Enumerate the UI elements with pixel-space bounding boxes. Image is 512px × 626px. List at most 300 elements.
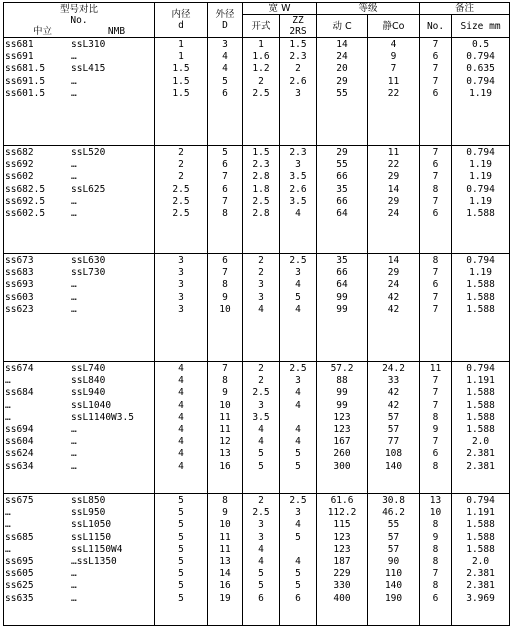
table-row: 7	[432, 399, 439, 411]
table-row: 7	[432, 291, 439, 303]
table-row: 4	[258, 436, 264, 448]
table-row: 2.5	[252, 507, 270, 519]
nmb-model: ssL625	[71, 183, 106, 195]
table-row: 1.5	[252, 147, 270, 158]
table-row	[5, 51, 153, 63]
table-row	[5, 147, 153, 159]
table-row: 77	[387, 436, 400, 448]
table-row: 8	[432, 183, 439, 195]
width-open-cell	[243, 494, 280, 626]
nmb-model: …	[71, 279, 77, 291]
table-row: 99	[336, 291, 348, 303]
table-row: 3	[258, 279, 264, 291]
zhongli-model: ss695	[5, 555, 34, 567]
table-row: 7	[222, 171, 228, 183]
table-row: 7	[432, 147, 439, 158]
header-width: 宽 W	[243, 3, 317, 15]
table-row: 8	[222, 375, 228, 387]
table-row	[5, 208, 153, 220]
table-row: 3	[295, 159, 301, 171]
table-row: 229	[333, 568, 351, 580]
zhongli-model: ss682	[5, 147, 34, 158]
table-row: 4	[178, 399, 184, 411]
table-row	[5, 387, 153, 399]
table-row: 10	[429, 507, 442, 519]
table-row	[5, 507, 153, 519]
table-row: 29	[387, 171, 400, 183]
table-row: 2.3	[289, 147, 307, 158]
table-row: 1.2	[252, 63, 270, 75]
table-row	[5, 76, 153, 88]
table-row	[5, 436, 153, 448]
table-row: 20	[336, 63, 348, 75]
table-row	[5, 400, 153, 412]
nmb-model: …	[71, 171, 77, 183]
table-row: 55	[387, 519, 400, 531]
table-row-group	[4, 146, 510, 254]
zhongli-model: …	[5, 399, 11, 411]
header-inner-diameter-label: 内径	[171, 9, 191, 20]
header-nmb: NMB	[107, 25, 126, 37]
zhongli-model: …	[5, 519, 11, 531]
zhongli-model: ss635	[5, 592, 34, 604]
table-row: 55	[336, 159, 348, 171]
table-row: 8	[432, 519, 439, 531]
table-row	[5, 568, 153, 580]
table-row: 46.2	[382, 507, 405, 519]
table-row: 2.381	[466, 460, 495, 472]
size-mm-cell	[452, 362, 510, 494]
remarks-no-cell	[420, 38, 452, 146]
table-row: 6	[432, 592, 439, 604]
table-row: 99	[336, 399, 348, 411]
table-row: 8	[432, 555, 439, 567]
table-row: 29	[336, 75, 348, 87]
table-row	[5, 255, 153, 267]
width-zz-cell	[280, 146, 317, 254]
zhongli-model: ss682.5	[5, 183, 46, 195]
zhongli-model: ss674	[5, 363, 34, 374]
table-row: 3	[295, 87, 301, 99]
table-row	[5, 39, 153, 51]
table-row: 24	[387, 207, 400, 219]
table-row: 55	[336, 87, 348, 99]
table-row: 8	[432, 255, 439, 266]
table-row: 1.19	[469, 159, 492, 171]
table-row: 13	[219, 448, 231, 460]
table-row	[5, 580, 153, 592]
table-row: 7	[432, 387, 439, 399]
table-row: 3	[295, 507, 301, 519]
table-row: 5	[178, 555, 184, 567]
table-row: 2.3	[252, 159, 270, 171]
table-row: 112.2	[327, 507, 357, 519]
zhongli-model: …	[5, 375, 11, 387]
table-row: 6	[432, 448, 439, 460]
table-row: 64	[336, 207, 348, 219]
table-row: 0.794	[466, 363, 495, 374]
table-row: 1.588	[466, 531, 495, 543]
table-row: 5	[295, 460, 301, 472]
zhongli-model: ss623	[5, 303, 34, 315]
table-row	[5, 412, 153, 424]
table-row: 1.191	[466, 507, 495, 519]
table-row: 29	[387, 195, 400, 207]
table-row	[5, 159, 153, 171]
table-row: 4	[258, 423, 264, 435]
table-row: 3	[178, 291, 184, 303]
table-row: 7	[390, 63, 397, 75]
table-row	[5, 363, 153, 375]
table-row: 5	[295, 531, 301, 543]
table-row: 4	[295, 436, 301, 448]
header-remarks: 备注	[420, 3, 510, 15]
nmb-model: …	[71, 195, 77, 207]
nmb-model: …	[71, 592, 77, 604]
nmb-model: ssL950	[71, 507, 106, 519]
table-row: 57.2	[330, 363, 354, 374]
table-row: 7	[432, 568, 439, 580]
table-row	[5, 544, 153, 556]
model-cell	[4, 494, 155, 626]
table-row: 13	[429, 495, 442, 506]
table-row: 42	[387, 303, 400, 315]
table-row: 1	[178, 39, 184, 50]
zhongli-model: ss601.5	[5, 87, 46, 99]
table-row: 2.5	[252, 87, 270, 99]
nmb-model: …ssL1350	[71, 555, 117, 567]
nmb-model: …	[71, 460, 77, 472]
table-row: 5	[222, 147, 228, 158]
table-row	[5, 495, 153, 507]
table-row: 5	[178, 495, 184, 506]
table-row: 0.5	[471, 39, 490, 50]
nmb-model: …	[71, 159, 77, 171]
header-model-brands	[5, 26, 153, 37]
header-outer-diameter	[208, 3, 243, 38]
table-row: 24	[336, 51, 348, 63]
table-row: 5	[258, 568, 264, 580]
inner-d-cell	[155, 146, 208, 254]
table-row: 1.19	[469, 267, 492, 279]
zhongli-model: ss681.5	[5, 63, 46, 75]
table-row	[5, 375, 153, 387]
table-row: 8	[432, 460, 439, 472]
zhongli-model: ss634	[5, 460, 34, 472]
header-outer-D: D	[222, 20, 228, 31]
table-row: 7	[432, 436, 439, 448]
nmb-model: ssL1050	[71, 519, 112, 531]
header-model-no: No.	[70, 14, 88, 26]
header-inner-d: d	[178, 20, 184, 31]
bearing-spec-table	[3, 2, 510, 626]
table-row: 6	[222, 87, 228, 99]
size-mm-cell	[452, 254, 510, 362]
table-row-group	[4, 494, 510, 626]
table-row: 5	[222, 75, 228, 87]
table-row: 167	[333, 436, 351, 448]
width-open-cell	[243, 362, 280, 494]
table-row: 4	[258, 303, 264, 315]
table-row: 5	[178, 592, 184, 604]
table-row: 57	[387, 543, 400, 555]
width-open-cell	[243, 146, 280, 254]
remarks-no-cell	[420, 362, 452, 494]
nmb-model: ssL1140W3.5	[71, 411, 134, 423]
nmb-model: …	[71, 291, 77, 303]
width-zz-cell	[280, 362, 317, 494]
zhongli-model: ss625	[5, 580, 34, 592]
table-row: 66	[336, 171, 348, 183]
nmb-model: …	[71, 448, 77, 460]
zhongli-model: ss602	[5, 171, 34, 183]
header-grade: 等级	[317, 3, 420, 15]
table-row: 300	[333, 460, 351, 472]
nmb-model: …	[71, 303, 77, 315]
inner-d-cell	[155, 362, 208, 494]
model-cell	[4, 38, 155, 146]
table-row: 66	[336, 267, 348, 279]
table-row	[5, 88, 153, 100]
table-row: 1.5	[172, 87, 190, 99]
table-row: 11	[219, 423, 231, 435]
zhongli-model: ss681	[5, 39, 34, 50]
nmb-model: ssL840	[71, 375, 106, 387]
nmb-model: ssL730	[71, 267, 106, 279]
table-row	[5, 519, 153, 531]
outer-D-cell	[208, 254, 243, 362]
nmb-model: …	[71, 75, 77, 87]
table-row: 5	[178, 543, 184, 555]
table-row: 12	[219, 436, 231, 448]
table-row: 64	[336, 279, 348, 291]
table-row: 1.6	[252, 51, 270, 63]
table-row: 3	[178, 267, 184, 279]
table-row: 14	[387, 183, 400, 195]
table-row: 3.5	[252, 411, 270, 423]
header-zz: ZZ	[292, 15, 304, 26]
table-row: 1.588	[466, 543, 495, 555]
size-mm-cell	[452, 494, 510, 626]
zhongli-model: ss694	[5, 423, 34, 435]
zhongli-model: ss691	[5, 51, 34, 63]
table-row	[5, 292, 153, 304]
table-row: 4	[295, 423, 301, 435]
header-dynamic-c: 动 C	[317, 15, 368, 38]
width-zz-cell	[280, 38, 317, 146]
table-row	[281, 412, 315, 424]
table-row: 0.794	[466, 183, 495, 195]
nmb-model: ssL310	[71, 39, 106, 50]
zhongli-model: ss692	[5, 159, 34, 171]
table-row: 22	[387, 87, 400, 99]
table-row: 4	[178, 387, 184, 399]
header-outer-diameter-label: 外径	[215, 9, 235, 20]
static-co-cell	[368, 254, 420, 362]
table-row: 7	[222, 363, 228, 374]
table-row: 4	[178, 436, 184, 448]
size-mm-cell	[452, 38, 510, 146]
table-row: 3	[295, 267, 301, 279]
table-row: 2	[258, 267, 264, 279]
remarks-no-cell	[420, 254, 452, 362]
table-row: 30.8	[382, 495, 405, 506]
table-row: 6	[432, 87, 439, 99]
table-row: 14	[387, 255, 400, 266]
table-row: 5	[178, 568, 184, 580]
width-open-cell	[243, 38, 280, 146]
zhongli-model: ss603	[5, 291, 34, 303]
nmb-model: …	[71, 51, 77, 63]
table-row: 9	[222, 291, 228, 303]
table-row: 2.8	[252, 171, 270, 183]
table-row: 61.6	[330, 495, 354, 506]
inner-d-cell	[155, 38, 208, 146]
table-row: 140	[384, 460, 403, 472]
table-row: 11	[429, 363, 442, 374]
table-row: 90	[387, 555, 400, 567]
table-row: 1.19	[469, 195, 492, 207]
table-row: 1.588	[466, 291, 495, 303]
table-row: 1.5	[289, 39, 307, 50]
dynamic-c-cell	[317, 362, 368, 494]
table-row: 6	[222, 255, 228, 266]
outer-D-cell	[208, 494, 243, 626]
table-row: 2.5	[289, 255, 307, 266]
table-row: 1.588	[466, 411, 495, 423]
table-row: 42	[387, 399, 400, 411]
table-row: 5	[295, 580, 301, 592]
table-row: 2	[258, 363, 264, 374]
zhongli-model: …	[5, 411, 11, 423]
dynamic-c-cell	[317, 494, 368, 626]
outer-D-cell	[208, 38, 243, 146]
table-row: 2.381	[466, 568, 495, 580]
table-row: 29	[387, 267, 400, 279]
table-row: 2	[258, 375, 264, 387]
table-row: 1.588	[466, 207, 495, 219]
table-row-group	[4, 362, 510, 494]
table-row: 4	[178, 363, 184, 374]
table-row: 3	[222, 39, 228, 50]
zhongli-model: ss673	[5, 255, 34, 266]
table-row: 7	[432, 303, 439, 315]
nmb-model: …	[71, 568, 77, 580]
table-row: 140	[384, 580, 403, 592]
table-row: 88	[336, 375, 348, 387]
table-row: 9	[432, 423, 439, 435]
table-row: 2.3	[289, 51, 307, 63]
nmb-model: ssL740	[71, 363, 106, 374]
dynamic-c-cell	[317, 254, 368, 362]
nmb-model: ssL1040	[71, 399, 112, 411]
table-row	[5, 461, 153, 473]
table-row: 6	[295, 592, 301, 604]
table-row: 7	[222, 267, 228, 279]
table-row: 57	[387, 531, 400, 543]
table-row: 9	[222, 387, 228, 399]
table-row: 4	[178, 411, 184, 423]
table-row: 4	[295, 387, 301, 399]
width-zz-cell	[280, 254, 317, 362]
zhongli-model: ss685	[5, 531, 34, 543]
table-row	[5, 304, 153, 316]
table-row: 57	[387, 411, 400, 423]
zhongli-model: ss602.5	[5, 207, 46, 219]
nmb-model: ssL940	[71, 387, 106, 399]
nmb-model: ssL1150	[71, 531, 112, 543]
table-row: 2	[258, 255, 264, 266]
table-row: 2	[178, 171, 184, 183]
nmb-model: …	[71, 87, 77, 99]
table-row: 0.794	[466, 75, 495, 87]
table-row: 14	[219, 568, 231, 580]
table-row: 14	[336, 39, 348, 50]
table-row: 7	[432, 39, 439, 50]
table-row: 7	[432, 267, 439, 279]
table-row: 9	[222, 507, 228, 519]
table-row: 2.5	[252, 387, 270, 399]
table-row: 3	[258, 291, 264, 303]
table-row: 2	[258, 75, 264, 87]
table-row: 4	[295, 279, 301, 291]
table-row: 3	[295, 375, 301, 387]
table-row: 24.2	[382, 363, 405, 374]
table-row: 2.6	[289, 75, 307, 87]
table-row: 1.588	[466, 303, 495, 315]
table-row: 5	[178, 507, 184, 519]
header-2rs: 2RS	[289, 26, 307, 37]
table-row: 16	[219, 580, 231, 592]
table-row: 0.794	[466, 147, 495, 158]
table-row: 3	[258, 519, 264, 531]
table-row: 2.5	[289, 363, 307, 374]
model-cell	[4, 254, 155, 362]
zhongli-model: …	[5, 543, 11, 555]
table-row: 0.635	[466, 63, 495, 75]
table-row: 1	[178, 51, 184, 63]
header-size-mm: Size mm	[452, 15, 510, 38]
table-row	[5, 593, 153, 605]
table-row: 1	[258, 39, 264, 50]
outer-D-cell	[208, 146, 243, 254]
table-row: 16	[219, 460, 231, 472]
nmb-model: …	[71, 207, 77, 219]
table-row	[5, 63, 153, 75]
table-row: 108	[384, 448, 403, 460]
table-row-group	[4, 254, 510, 362]
zhongli-model: …	[5, 507, 11, 519]
table-row: 5	[295, 291, 301, 303]
table-row: 6	[222, 159, 228, 171]
table-row: 9	[432, 531, 439, 543]
table-row: 42	[387, 291, 400, 303]
model-cell	[4, 362, 155, 494]
table-row: 115	[333, 519, 351, 531]
table-row: 1.588	[466, 387, 495, 399]
table-row	[5, 279, 153, 291]
table-row: 1.5	[172, 75, 190, 87]
table-row: 33	[387, 375, 400, 387]
width-zz-cell	[280, 494, 317, 626]
zhongli-model: ss675	[5, 495, 34, 506]
table-row: 7	[432, 75, 439, 87]
header-static-co: 静Co	[368, 15, 420, 38]
zhongli-model: ss684	[5, 387, 34, 399]
table-row: 5	[295, 568, 301, 580]
table-row: 3	[178, 255, 184, 266]
table-row: 2.5	[252, 195, 270, 207]
